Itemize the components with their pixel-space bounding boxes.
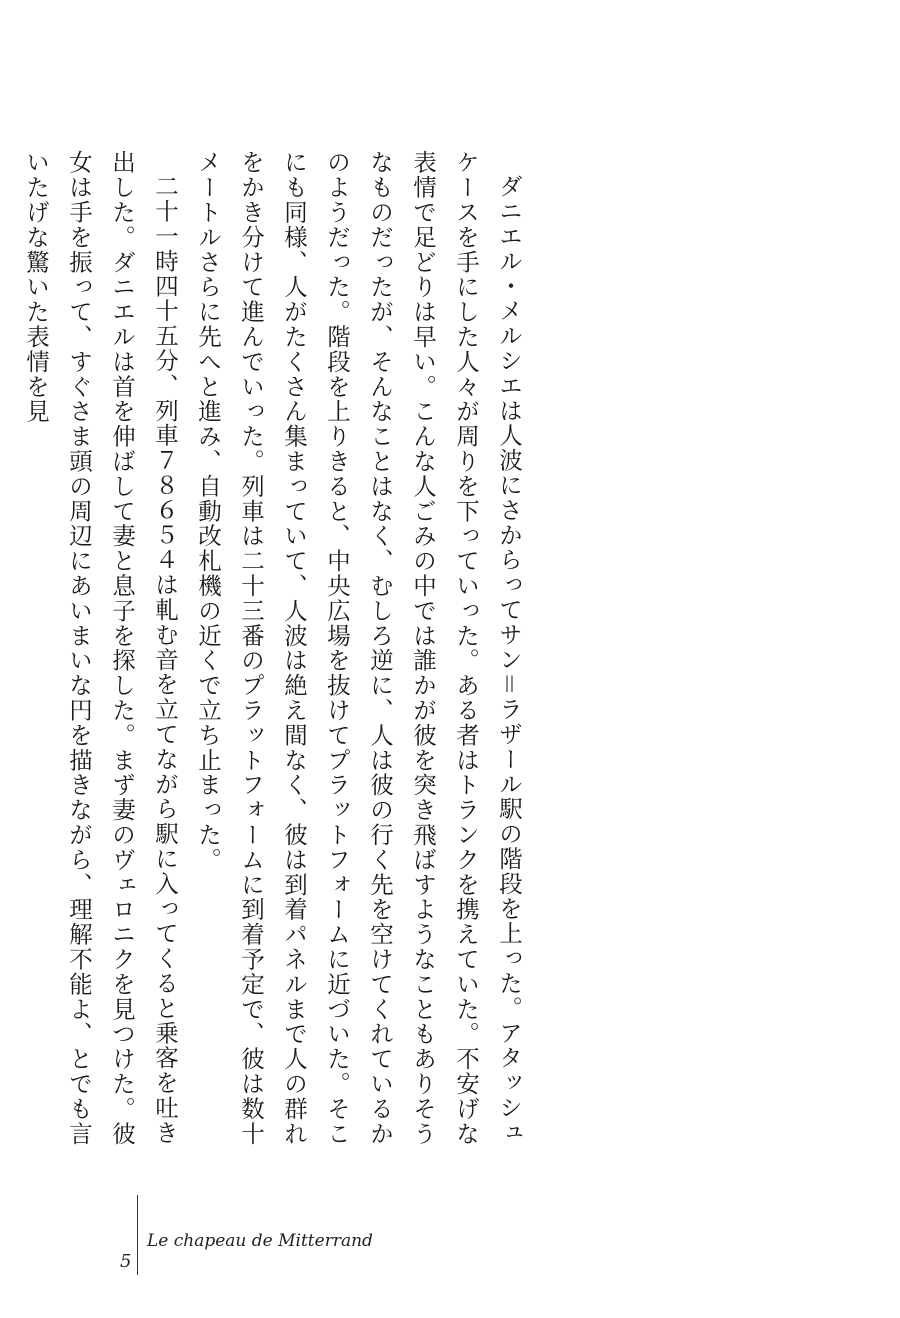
body-text xyxy=(22,150,530,1150)
running-title: Le chapeau de Mitterrand xyxy=(147,1231,373,1251)
page-footer xyxy=(120,1195,380,1275)
page-number: 5 xyxy=(120,1251,132,1272)
footer-rule xyxy=(137,1195,138,1275)
paragraph-2: 二十一時四十五分、列車７８６５４は軋む音を立てながら駅に入ってくると乗客を吐き出した。ダニエルは首を伸ばして妻と息子を探した。まず妻のヴェロニクを見つけた。彼女は手を振って、すぐさま頭の周辺にあいまいな円を描きながら、理解不能よ、とでも言いたげな驚いた表情を見 xyxy=(22,150,179,1146)
paragraph-1: ダニエル・メルシエは人波にさからってサン＝ラザール駅の階段を上った。アタッシュケースを手にした人々が周りを下っていった。ある者はトランクを携えていた。不安げな表情で足どりは早い。こんな人ごみの中では誰かが彼を突き飛ばすようなこともありそうなものだったが、そんなことはなく、むしろ逆に、人は彼の行く先を空けてくれているかのようだった。階段を上りきると、中央広場を抜けてプラットフォームに近づいた。そこにも同様、人がたくさん集まっていて、人波は絶え間なく、彼は到着パネルまで人の群れをかき分けて進んでいった。列車は二十三番のプラットフォームに到着予定で、彼は数十メートルさらに先へと進み、自動改札機の近くで立ち止まった。 xyxy=(194,150,523,1146)
